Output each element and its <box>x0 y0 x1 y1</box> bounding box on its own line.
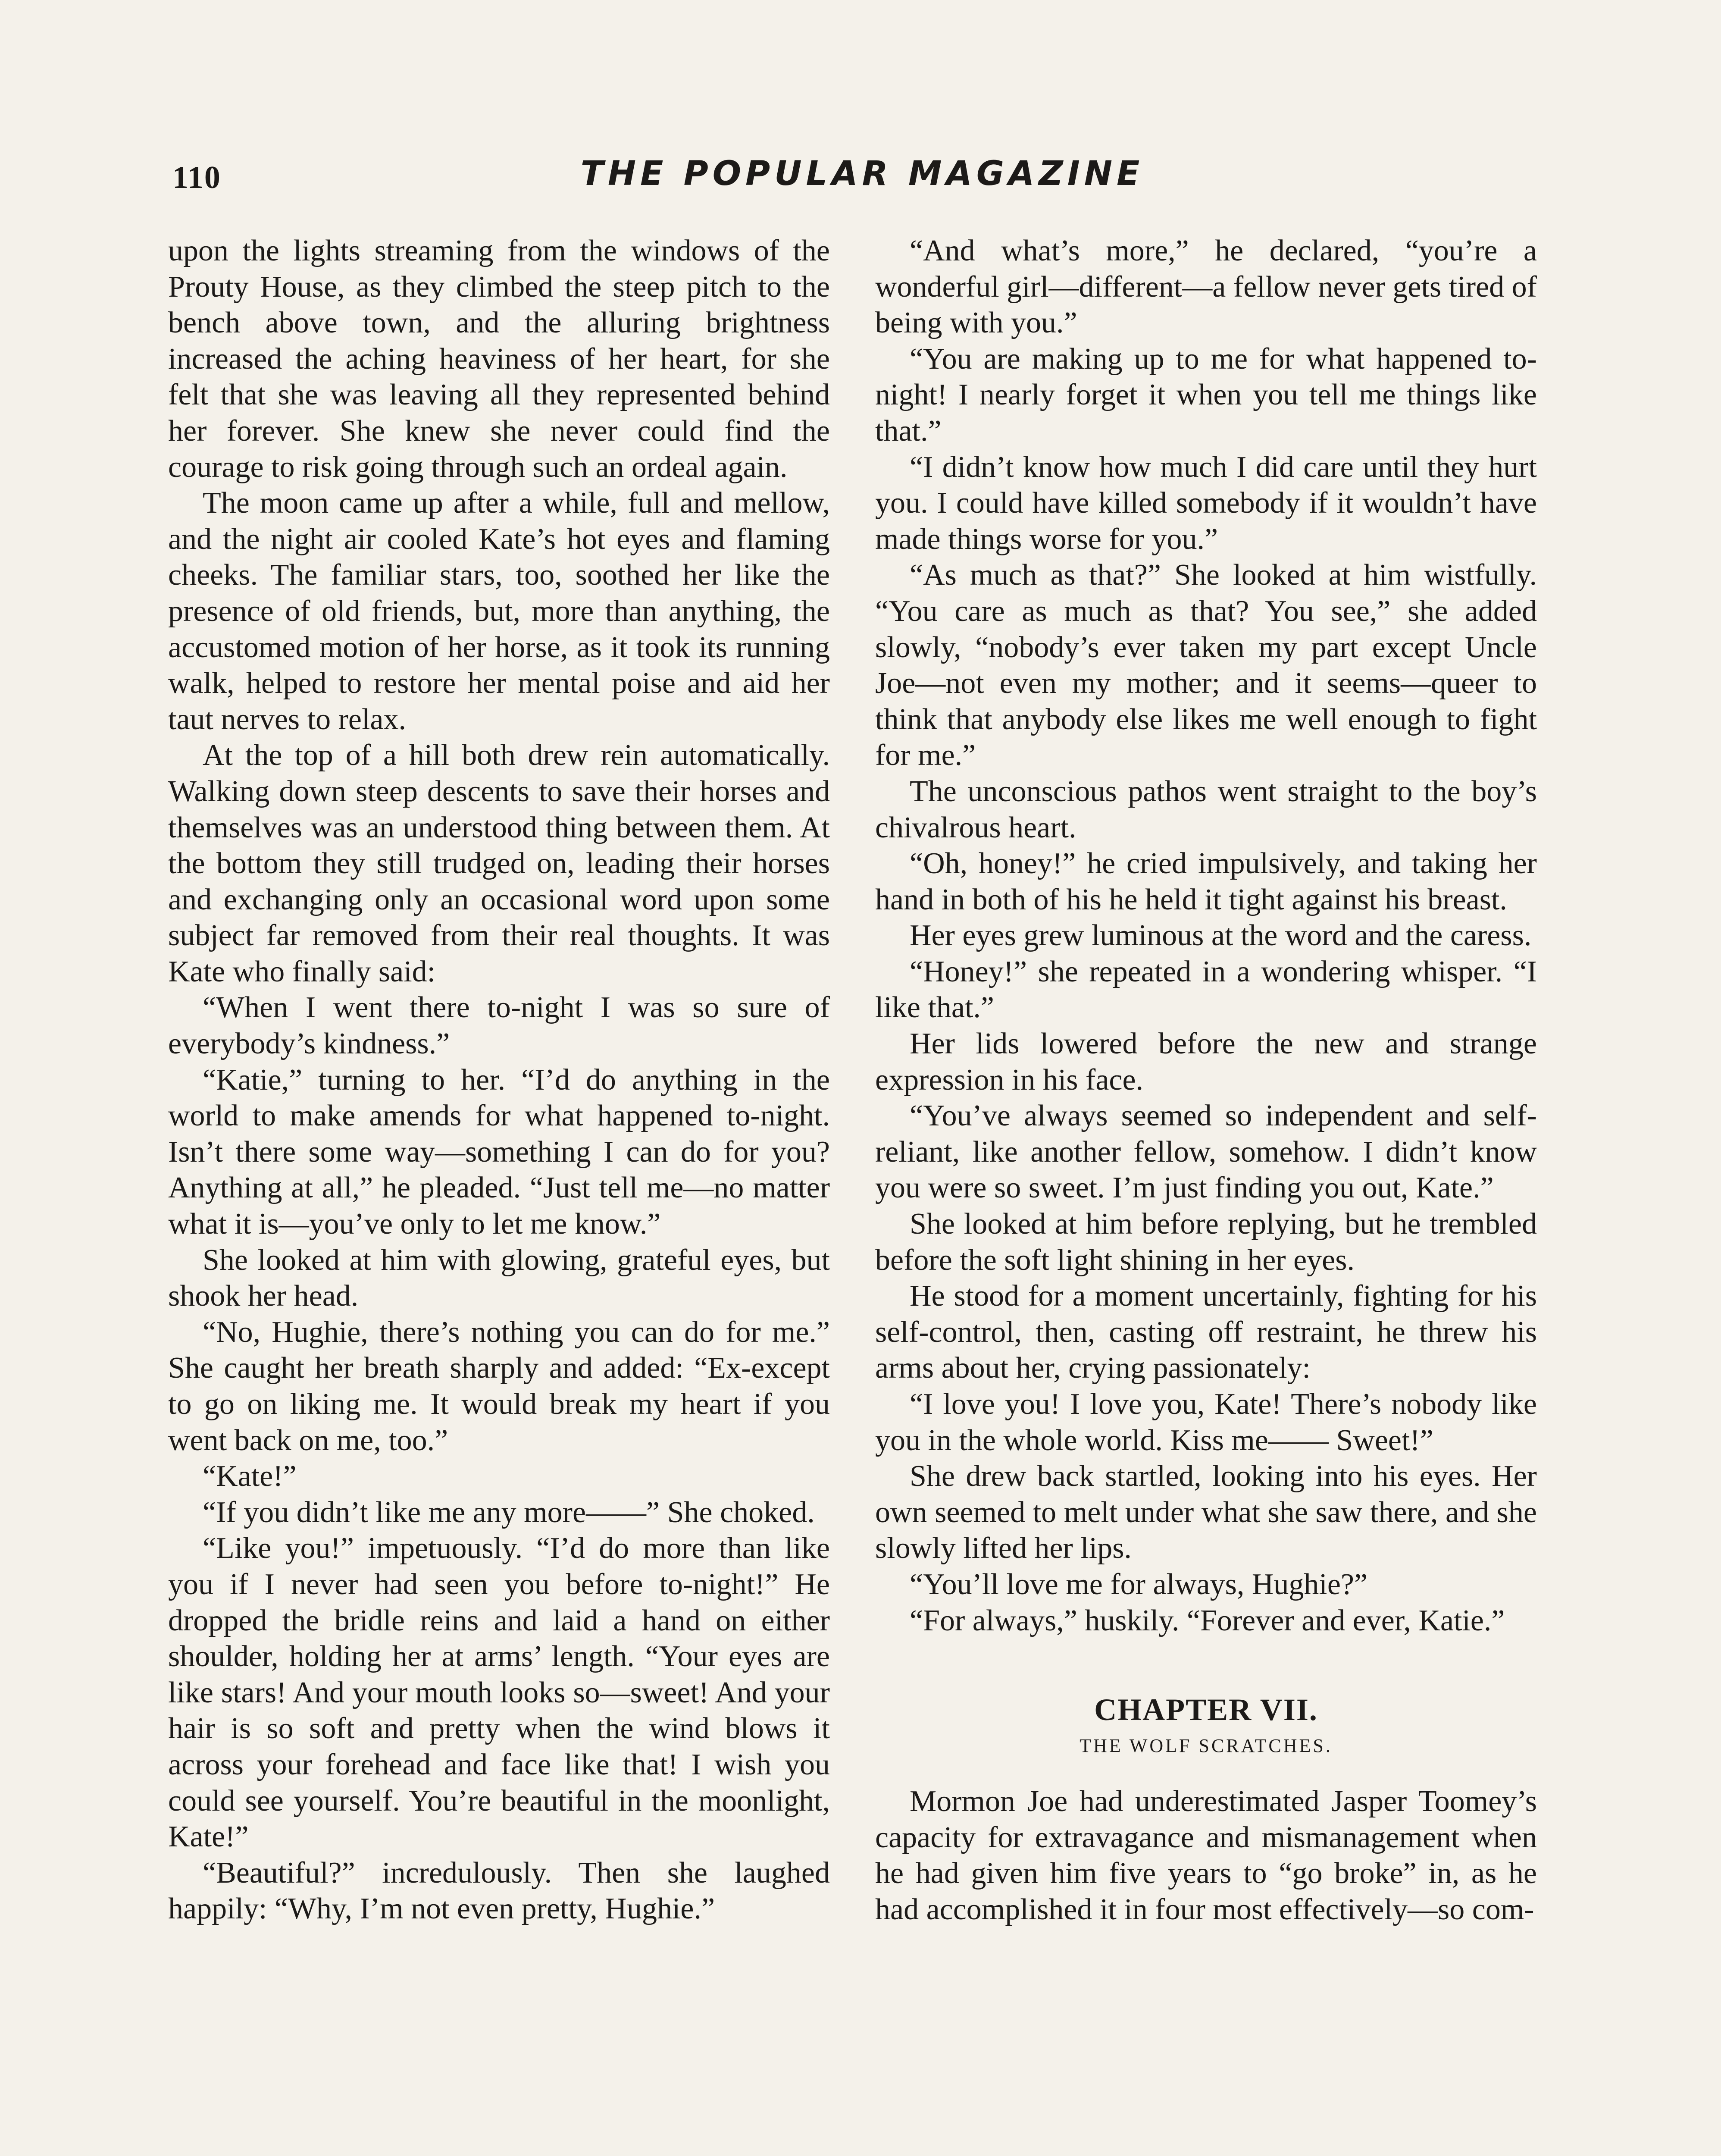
paragraph: “I love you! I love you, Kate! There’s nobody like you in the whole world. Kiss me—— Sweet!” <box>875 1388 1537 1457</box>
paragraph: “Oh, honey!” he cried impulsively, and taking her hand in both of his he held it tight against his breast. <box>875 847 1537 916</box>
chapter-subtitle: THE WOLF SCRATCHES. <box>1080 1735 1333 1757</box>
chapter-text <box>875 1783 1537 1927</box>
paragraph: “Like you!” impetuously. “I’d do more than like you if I never had seen you before to-night!” He dropped the bridle reins and laid a hand on either shoulder, holding her at arms’ length. “Your eyes are like stars! And your mouth looks so—sweet! And your hair is so soft and pretty when the wind blows it across your forehead and face like that! I wish you could see yourself. You’re beautiful in the moonlight, Kate!” <box>168 1532 830 1854</box>
right-column-paragraphs <box>875 233 1537 1639</box>
paragraph: “When I went there to-night I was so sure of everybody’s kindness.” <box>168 991 830 1061</box>
paragraph: She looked at him before replying, but he trembled before the soft light shining in her eyes. <box>875 1207 1537 1277</box>
paragraph: “Beautiful?” incredulously. Then she laughed happily: “Why, I’m not even pretty, Hughie.” <box>168 1856 830 1926</box>
chapter-title: CHAPTER VII. <box>1094 1692 1318 1727</box>
paragraph: “As much as that?” She looked at him wistfully. “You care as much as that? You see,” she added slowly, “nobody’s ever taken my part except Uncle Joe—not even my mother; and it seems—queer to think that anybody else likes me well enough to fight for me.” <box>875 558 1537 772</box>
paragraph: “If you didn’t like me any more——” She choked. <box>203 1495 815 1529</box>
paragraph: The unconscious pathos went straight to the boy’s chivalrous heart. <box>875 774 1537 844</box>
paragraph: “I didn’t know how much I did care until they hurt you. I could have killed somebody if it wouldn’t have made things worse for you.” <box>875 450 1537 556</box>
paragraph: “You are making up to me for what happened to-night! I nearly forget it when you tell me things like that.” <box>875 342 1537 448</box>
paragraph: He stood for a moment uncertainly, fighting for his self-control, then, casting off restraint, he threw his arms about her, crying passionately: <box>875 1279 1537 1385</box>
paragraph: Her lids lowered before the new and strange expression in his face. <box>875 1027 1537 1097</box>
paragraph: Her eyes grew luminous at the word and the caress. <box>910 919 1532 953</box>
paragraph: “You’ll love me for always, Hughie?” <box>910 1567 1368 1601</box>
paragraph: At the top of a hill both drew rein automatically. Walking down steep descents to save their horses and themselves was an understood thing between them. At the bottom they still trudged on, leading their horses and exchanging only an occasional word upon some subject far removed from their real thoughts. It was Kate who finally said: <box>168 739 830 988</box>
paragraph: She looked at him with glowing, grateful eyes, but shook her head. <box>168 1243 830 1313</box>
paragraph: “No, Hughie, there’s nothing you can do for me.” She caught her breath sharply and added: “Ex-except to go on liking me. It would break my heart if you went back on me, too.” <box>168 1315 830 1457</box>
paragraph: “Kate!” <box>203 1460 297 1493</box>
paragraph: The moon came up after a while, full and mellow, and the night air cooled Kate’s hot eyes and flaming cheeks. The familiar stars, too, soothed her like the presence of old friends, but, more than anything, the accustomed motion of her horse, as it took its running walk, helped to restore her mental poise and aid her taut nerves to relax. <box>168 486 830 736</box>
paragraph: “You’ve always seemed so independent and self-reliant, like another fellow, somehow. I didn’t know you were so sweet. I’m just finding you out, Kate.” <box>875 1099 1537 1205</box>
paragraph: “And what’s more,” he declared, “you’re a wonderful girl—different—a fellow never gets tired of being with you.” <box>875 234 1537 340</box>
page-header <box>172 154 1552 202</box>
page-number: 110 <box>172 160 221 195</box>
paragraph: “Katie,” turning to her. “I’d do anything in the world to make amends for what happened to-night. Isn’t there some way—something I can do for you? Anything at all,” he pleaded. “Just tell me—no matter what it is—you’ve only to let me know.” <box>168 1063 830 1241</box>
paragraph: upon the lights streaming from the windows of the Prouty House, as they climbed the steep pitch to the bench above town, and the alluring brightness increased the aching heaviness of her heart, for she felt that she was leaving all they represented behind her forever. She knew she never could find the courage to risk going through such an ordeal again. <box>168 234 830 484</box>
paragraph: Mormon Joe had underestimated Jasper Toomey’s capacity for extravagance and mismanagement when he had given him five years to “go broke” in, as he had accomplished it in four most effectively—so com- <box>875 1785 1537 1926</box>
paragraph: “Honey!” she repeated in a wondering whisper. “I like that.” <box>875 955 1537 1025</box>
left-column <box>168 233 830 1927</box>
running-title: THE POPULAR MAGAZINE <box>580 154 1144 193</box>
right-column <box>875 233 1537 1928</box>
paragraph: She drew back startled, looking into his eyes. Her own seemed to melt under what she saw there, and she slowly lifted her lips. <box>875 1460 1537 1565</box>
paragraph: “For always,” huskily. “Forever and ever, Katie.” <box>910 1604 1505 1637</box>
